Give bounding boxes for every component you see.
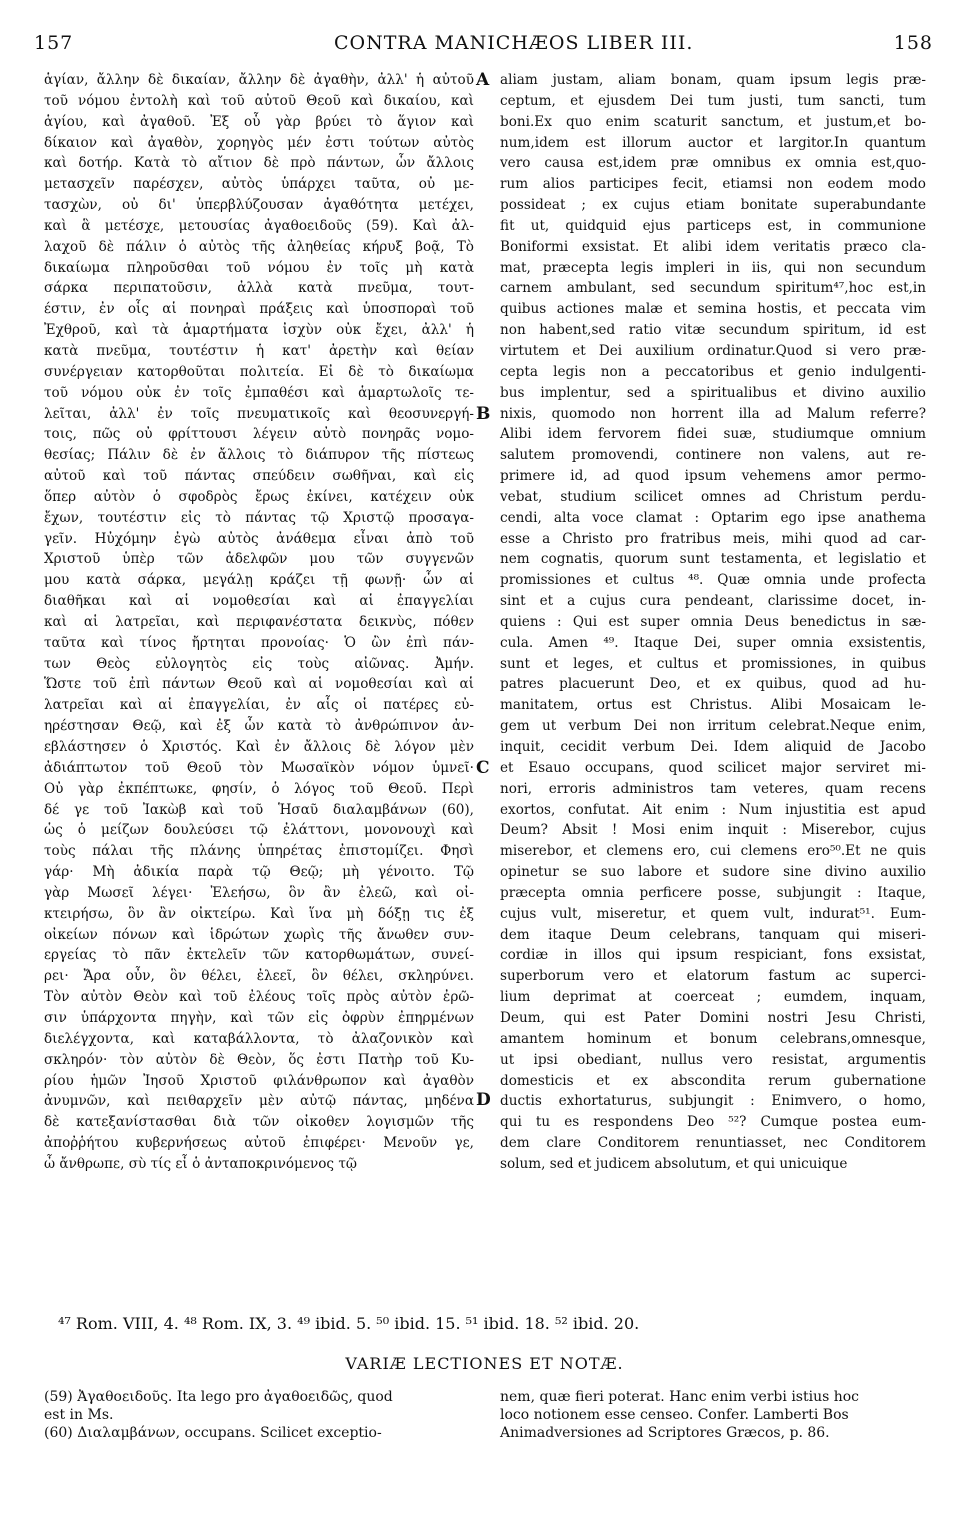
greek-text-line: ἔχων, τουτέστιν εἰς τὸ πάντας τῷ Χριστῷ προσαγα- xyxy=(44,509,474,526)
latin-text-line: nem cognatis, quorum sunt testamenta, et legislatio et xyxy=(500,551,926,568)
latin-text-line: quiens : Qui est super omnia Deus benedictus in sæ- xyxy=(500,613,926,630)
greek-text-line: καὶ αἱ λατρεῖαι, καὶ περιφανέστατα δεικνὺς, πόθεν xyxy=(44,613,474,630)
latin-text-line: amantem hominum et bonum celebrans,omnesque, xyxy=(500,1030,926,1047)
greek-text-line: ἀδιάπτωτον τοῦ Θεοῦ τὸν Μωσαϊκὸν νόμον ὑμνεῖ· xyxy=(44,759,474,776)
latin-text-line: boni.Ex quo enim scaturit sanctum, et justum,et bo- xyxy=(500,113,926,130)
variae-note-line: est in Ms. xyxy=(44,1407,114,1423)
variae-right-column xyxy=(500,1388,926,1442)
greek-text-line: σιν ὑπάρχοντα πηγὴν, καὶ τῶν εἰς ὀφρὺν ἐπηρμένων xyxy=(44,1009,474,1026)
greek-text-line: δέ γε τοῦ Ἰακὼβ καὶ τοῦ Ἡσαῦ διαλαμβάνων (60), xyxy=(44,801,474,818)
variae-title: VARIÆ LECTIONES ET NOTÆ. xyxy=(345,1354,624,1373)
latin-text-line: ceptum, et ejusdem Dei tum justi, tum sancti, tum xyxy=(500,92,926,109)
latin-text-line: cujus vult, miseretur, et quem vult, indurat⁵¹. Eum- xyxy=(500,905,926,922)
latin-text-line: lium deprimat at coerceat ; eumdem, inquam, xyxy=(500,989,926,1006)
latin-text-line: patres placuerunt Deo, et ex quibus, quod ad hu- xyxy=(500,676,926,693)
greek-text-line: τοῦ νόμου ἐντολὴ καὶ τοῦ αὐτοῦ Θεοῦ καὶ δικαίου, καὶ xyxy=(44,92,474,109)
latin-text-line: superborum vero et elatorum fastum ac superci- xyxy=(500,968,926,985)
latin-text-line: esse a Christo pro fratribus meis, mihi quod ad car- xyxy=(500,530,926,547)
page-number-right: 158 xyxy=(893,32,933,54)
latin-text-line: rum alios participes fecit, etiamsi non eodem modo xyxy=(500,176,926,193)
variae-note-line: (60) Διαλαμβάνων, occupans. Scilicet exceptio- xyxy=(44,1425,382,1441)
greek-text-line: δίκαιον καὶ ἀγαθὸν, χορηγὸς μέν ἐστι τούτων αὐτὸς xyxy=(44,134,474,151)
greek-text-line: ὅπερ αὐτὸν ὁ σφοδρὸς ἔρως ἐκίνει, κατέχειν οὐκ xyxy=(44,488,474,505)
latin-text-line: solum, sed et judicem absolutum, et qui unicuique xyxy=(500,1155,848,1172)
margin-marker-d: D xyxy=(476,1090,491,1110)
running-header xyxy=(34,32,933,62)
latin-text-line: sint et a cujus cura pendeant, clarissime docet, in- xyxy=(500,593,926,610)
greek-text-line: Οὐ γὰρ ἐκπέπτωκε, φησίν, ὁ λόγος τοῦ Θεοῦ. Περὶ xyxy=(44,780,474,797)
greek-text-line: ταῦτα καὶ τίνος ἤρτηται προνοίας· Ὁ ὢν ἐπὶ πάν- xyxy=(44,634,474,651)
greek-text-line: λεῖται, ἀλλ' ἐν τοῖς πνευματικοῖς καὶ θεοσυνεργή- xyxy=(44,405,474,422)
greek-text-line: καὶ ἃ μετέσχε, μετουσίας ἀγαθοειδοῦς (59). Καὶ ἀλ- xyxy=(44,217,474,234)
greek-text-line: λατρεῖαι καὶ αἱ ἐπαγγελίαι, ἐν αἷς οἱ πατέρες εὐ- xyxy=(44,697,474,714)
latin-text-line: nixis, quomodo non horrent illa ad Malum referre? xyxy=(500,405,926,422)
greek-text-column xyxy=(44,70,474,1175)
latin-text-line: dem itaque Deum celebrans, tanquam qui miseri- xyxy=(500,926,926,943)
running-title: CONTRA MANICHÆOS LIBER III. xyxy=(334,32,694,54)
greek-text-line: ηρέστησαν Θεῷ, καὶ ἐξ ὧν κατὰ τὸ ἀνθρώπινον ἀν- xyxy=(44,718,474,735)
latin-text-line: mat, præcepta legis impleri in iis, qui non secundum xyxy=(500,259,926,276)
greek-text-line: λαχοῦ δὲ πάλιν ὁ αὐτὸς τῆς ἀληθείας κήρυξ βοᾷ, Τὸ xyxy=(44,238,474,255)
greek-text-line: κτειρήσω, ὃν ἂν οἰκτείρω. Καὶ ἵνα μὴ δόξῃ τις ἐξ xyxy=(44,905,474,922)
latin-text-line: ductis exhortaturus, subjungit : Enimvero, o homo, xyxy=(500,1093,926,1110)
latin-text-line: carnem ambulant, sed secundum spiritum⁴⁷,hoc est,in xyxy=(500,280,926,297)
greek-text-line: ρίου ἡμῶν Ἰησοῦ Χριστοῦ φιλάνθρωπον καὶ ἀγαθὸν xyxy=(44,1072,474,1089)
latin-text-line: opinetur se suo labore et sudore sine divino auxilio xyxy=(500,864,926,881)
greek-text-line: ρει· Ἄρα οὖν, ὃν θέλει, ἐλεεῖ, ὃν θέλει, σκληρύνει. xyxy=(44,968,474,985)
latin-text-line: miserebor, et clemens ero, cui clemens ero⁵⁰.Et ne quis xyxy=(500,843,926,860)
greek-text-line: εβλάστησεν ὁ Χριστός. Καὶ ἐν ἄλλοις δὲ λόγον μὲν xyxy=(44,739,474,755)
greek-text-line: Ἐχθροῦ, καὶ τὰ ἁμαρτήματα ἰσχὺν οὐκ ἔχει, ἀλλ' ἡ xyxy=(44,322,474,339)
variae-left-column xyxy=(44,1388,474,1442)
margin-marker-c: C xyxy=(476,758,490,778)
greek-text-line: γεῖν. Ηὐχόμην ἐγὼ αὐτὸς ἀνάθεμα εἶναι ἀπὸ τοῦ xyxy=(44,530,474,547)
page-number-left: 157 xyxy=(34,32,74,54)
greek-text-line: των Θεὸς εὐλογητὸς εἰς τοὺς αἰῶνας. Ἀμήν. xyxy=(44,655,474,672)
latin-text-line: vebat, studium scilicet omnes ad Christum perdu- xyxy=(500,488,926,505)
latin-text-line: vero causa est,idem præ omnibus ex omnia est,quo- xyxy=(500,155,926,172)
latin-text-line: ut ipsi obediant, nullus vero resistat, argumentis xyxy=(500,1051,926,1068)
greek-text-line: αὐτοῦ καὶ τοῦ πάντας σπεύδειν σωθῆναι, καὶ εἰς xyxy=(44,468,474,485)
latin-text-line: præcepta omnia perficere posse, subjungit : Itaque, xyxy=(500,884,926,901)
greek-text-line: καὶ δοτήρ. Κατὰ τὸ αἴτιον δὲ πρὸ πάντων, ὧν ἄλλοις xyxy=(44,155,474,172)
latin-text-line: manitatem, ortus est Christus. Alibi Mosaicam le- xyxy=(500,697,926,714)
latin-text-line: cendi, alta voce clamat : Optarim ego ipse anathema xyxy=(500,509,926,526)
latin-text-line: qui tu es respondens Deo ⁵²? Cumque postea eum- xyxy=(500,1114,926,1131)
greek-text-line: κατὰ πνεῦμα, τουτέστιν ἡ κατ' ἀρετὴν καὶ θείαν xyxy=(44,342,474,359)
latin-text-line: bus implentur, sed a spiritualibus et divino auxilio xyxy=(500,384,926,401)
greek-text-line: Χριστοῦ ὑπὲρ τῶν ἀδελφῶν μου τῶν συγγενῶν xyxy=(44,551,474,568)
latin-text-line: cula. Amen ⁴⁹. Itaque Dei, super omnia exsistentis, xyxy=(500,634,926,651)
latin-text-line: dem clare Conditorem renuntiasset, nec Conditorem xyxy=(500,1135,926,1152)
greek-text-line: σάρκα περιπατοῦσιν, ἀλλὰ κατὰ πνεῦμα, τουτ- xyxy=(44,280,474,297)
greek-text-line: διελέγχοντα, καὶ καταβάλλοντα, τὸ ἀλαζονικὸν καὶ xyxy=(44,1030,474,1047)
greek-text-line: σκληρόν· τὸν αὐτὸν δὲ Θεὸν, ὅς ἐστι Πατὴρ τοῦ Κυ- xyxy=(44,1051,474,1068)
greek-text-line: θεσίας; Πάλιν δὲ ἐν ἄλλοις τὸ διάπυρον τῆς πίστεως xyxy=(44,447,474,464)
greek-text-line: ἀποῤῥήτου κυβερνήσεως αὐτοῦ ἐπιφέρει· Μενοῦν γε, xyxy=(44,1135,474,1152)
latin-text-line: num,idem est illorum auctor et largitor.In quantum xyxy=(500,134,926,151)
variae-note-line: (59) Ἀγαθοειδοῦς. Ita lego pro ἀγαθοειδῶς, quod xyxy=(44,1389,393,1405)
greek-text-line: ἁγίαν, ἄλλην δὲ δικαίαν, ἄλλην δὲ ἀγαθὴν, ἀλλ' ἡ αὐτοῦ xyxy=(44,72,474,88)
greek-text-line: οἰκείων πόνων καὶ ἱδρώτων χωρὶς τῆς ἄνωθεν συν- xyxy=(44,926,474,943)
latin-text-line: gem ut verbum Dei non irritum celebrat.Neque enim, xyxy=(500,718,926,735)
greek-text-line: ἁγίου, καὶ ἀγαθοῦ. Ἐξ οὗ γὰρ βρύει τὸ ἅγιον καὶ xyxy=(44,113,474,130)
latin-text-line: possideat ; ex cujus etiam bonitate superabundante xyxy=(500,197,926,214)
variae-note-line: loco notionem esse censeo. Confer. Lamberti Bos xyxy=(500,1407,849,1423)
latin-text-line: promissiones et cultus ⁴⁸. Quæ omnia unde profecta xyxy=(500,572,926,589)
latin-text-line: salutem promovendi, continere non valens, aut re- xyxy=(500,447,926,464)
latin-text-line: cordiæ in illos qui ipsum respiciant, fons exsistat, xyxy=(500,947,926,964)
latin-text-line: sunt et leges, et cultus et promissiones, in quibus xyxy=(500,655,926,672)
greek-text-line: τοις, πῶς οὐ φρίττουσι λέγειν αὐτὸ πονηρᾶς νομο- xyxy=(44,426,474,443)
latin-text-line: domesticis et ex abscondita rerum gubernatione xyxy=(500,1072,926,1089)
footnote-references: ⁴⁷ Rom. VIII, 4. ⁴⁸ Rom. IX, 3. ⁴⁹ ibid. 5. ⁵⁰ ibid. 15. ⁵¹ ibid. 18. ⁵² ibid. 20. xyxy=(58,1314,640,1333)
latin-text-line: Deum? Absit ! Mosi enim inquit : Miserebor, cujus xyxy=(500,822,926,839)
latin-text-line: primere id, ad quod ipsum vehemens amor permo- xyxy=(500,468,926,485)
greek-text-line: τασχὼν, οὐ δι' ὑπερβλύζουσαν ἀγαθότητα μετέχει, xyxy=(44,197,474,214)
latin-text-line: virtutem et Dei auxilium ordinatur.Quod si vero præ- xyxy=(500,342,926,359)
greek-text-line: δὲ κατεξανίστασθαι διὰ τῶν οἰκοθεν λογισμῶν τῆς xyxy=(44,1114,474,1131)
greek-text-line: μετασχεῖν παρέσχεν, αὐτὸς ὑπάρχει ταῦτα, οὐ με- xyxy=(44,176,474,193)
variae-note-line: Animadversiones ad Scriptores Græcos, p. 86. xyxy=(500,1425,830,1441)
greek-text-line: διαθῆκαι καὶ αἱ νομοθεσίαι καὶ αἱ ἐπαγγελίαι xyxy=(44,593,474,610)
greek-text-line: συνέργειαν κατορθοῦται πολιτεία. Εἰ δὲ τὸ δικαίωμα xyxy=(44,363,474,380)
margin-marker-a: A xyxy=(476,70,490,90)
margin-marker-b: B xyxy=(476,404,491,424)
latin-text-line: Boniformi exsistat. Et alibi idem veritatis præco cla- xyxy=(500,238,926,255)
greek-text-line: γάρ· Μὴ ἀδικία παρὰ τῷ Θεῷ; μὴ γένοιτο. Τῷ xyxy=(44,864,474,881)
latin-text-line: cepta legis non a peccatoribus et genio indulgenti- xyxy=(500,363,926,380)
greek-text-line: ἀνυμνῶν, καὶ πειθαρχεῖν μὲν αὐτῷ πάντας, μηδένα xyxy=(44,1093,474,1110)
latin-text-line: Deum, qui est Pater Domini nostri Jesu Christi, xyxy=(500,1009,926,1026)
greek-text-line: εργείας τὸ πᾶν ἐκτελεῖν τῶν κατορθωμάτων, συνεί- xyxy=(44,947,474,964)
latin-text-line: exortos, confutat. Ait enim : Num injustitia est apud xyxy=(500,801,926,818)
greek-text-line: Τὸν αὐτὸν Θεὸν καὶ τοῦ ἐλέους τοῖς πρὸς αὐτὸν ἐρῶ- xyxy=(44,989,474,1006)
greek-text-line: μου κατὰ σάρκα, μεγάλῃ κράζει τῇ φωνῇ· ὧν αἱ xyxy=(44,572,474,589)
variae-note-line: nem, quæ fieri poterat. Hanc enim verbi istius hoc xyxy=(500,1389,860,1405)
latin-text-line: quibus actiones malæ et semina hostis, et peccata vim xyxy=(500,301,926,318)
greek-text-line: τοῦ νόμου οὐκ ἐν τοῖς ἐμπαθέσι καὶ ἁμαρτωλοῖς τε- xyxy=(44,384,474,401)
latin-text-line: fit ut, quidquid ejus particeps est, in communione xyxy=(500,217,926,234)
greek-text-line: δικαίωμα πληροῦσθαι τοῦ νόμου ἐν τοῖς μὴ κατὰ xyxy=(44,259,474,276)
greek-text-line: τοὺς πάλαι τῆς πλάνης ὑπηρέτας ἐπιστομίζει. Φησὶ xyxy=(44,843,474,860)
greek-text-line: γὰρ Μωσεῖ λέγει· Ἐλεήσω, ὃν ἂν ἐλεῶ, καὶ οἰ- xyxy=(44,884,474,901)
latin-text-line: nori, erroris administros tam veteres, quam recens xyxy=(500,780,926,797)
greek-text-line: Ὥστε τοῦ ἐπὶ πάντων Θεοῦ καὶ αἱ νομοθεσίαι καὶ αἱ xyxy=(44,676,474,693)
greek-text-line: ὦ ἄνθρωπε, σὺ τίς εἶ ὁ ἀνταποκρινόμενος τῷ xyxy=(44,1155,357,1172)
greek-text-line: ὡς ὁ μείζων δουλεύσει τῷ ἐλάττονι, μονονουχὶ καὶ xyxy=(44,822,474,839)
latin-text-line: et Esauo occupans, quod scilicet major serviret mi- xyxy=(500,759,926,776)
latin-text-line: Alibi idem fervorem fidei suæ, studiumque omnium xyxy=(500,426,926,443)
latin-text-line: non habent,sed ratio vitæ secundum spiritum, id est xyxy=(500,322,926,339)
latin-text-column xyxy=(500,70,926,1175)
greek-text-line: έστιν, ἐν οἷς αἱ πονηραὶ πράξεις καὶ ὑποσποραὶ τοῦ xyxy=(44,301,474,318)
latin-text-line: aliam justam, aliam bonam, quam ipsum legis præ- xyxy=(500,72,926,88)
latin-text-line: inquit, cecidit verbum Dei. Idem aliquid de Jacobo xyxy=(500,739,926,755)
